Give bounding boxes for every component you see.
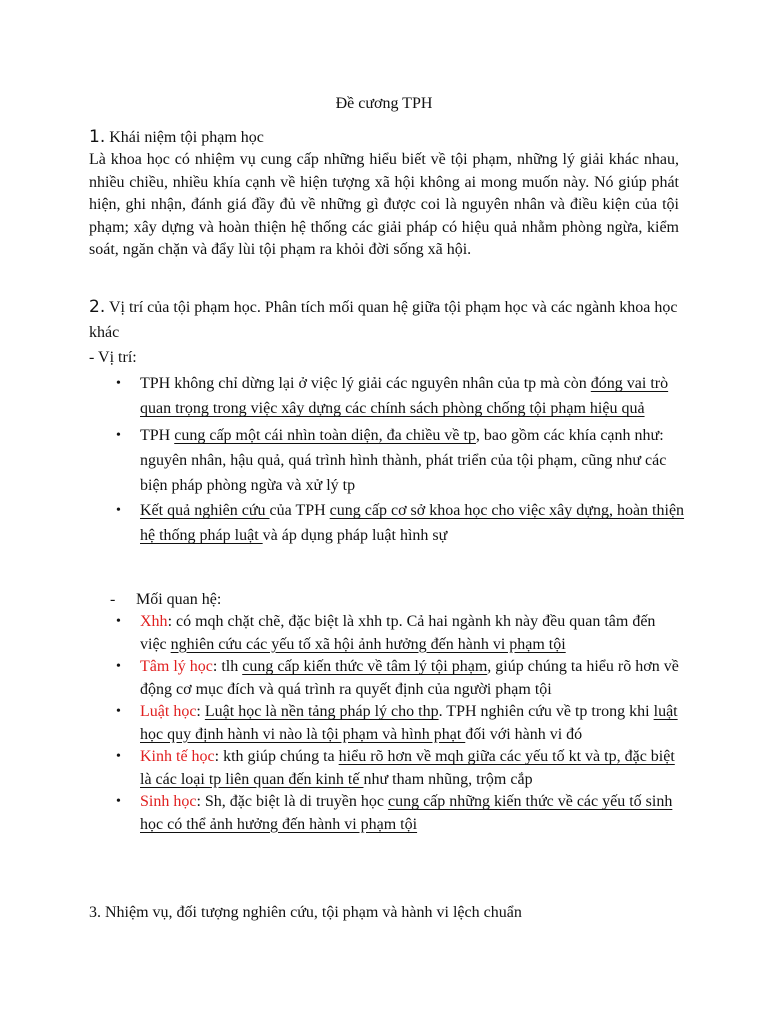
field-name: Sinh học — [140, 793, 197, 810]
document-title: Đề cương TPH — [335, 95, 433, 112]
bullet-icon: • — [116, 749, 121, 764]
bullet-icon: • — [116, 614, 121, 629]
position-label: - Vị trí: — [89, 349, 137, 366]
list-item — [116, 701, 686, 746]
list-item — [116, 656, 686, 701]
list-item-text: và áp dụng pháp luật hình sự — [262, 527, 448, 544]
list-item-underlined: Kết quả nghiên cứu — [140, 502, 270, 519]
field-name: Xhh — [140, 613, 168, 630]
section-1-heading — [89, 126, 689, 149]
section-1 — [89, 126, 689, 262]
list-item — [116, 611, 686, 656]
list-item — [116, 423, 686, 498]
list-item-text: của TPH — [269, 502, 330, 519]
bullet-icon: • — [116, 376, 121, 391]
position-list — [116, 371, 686, 548]
relation-list — [116, 611, 686, 836]
relation-dash: - — [110, 591, 116, 608]
list-item-underlined: luật học quy định hành vi nào là tội phạm và hình phạt — [140, 703, 678, 743]
section-1-body: Là khoa học có nhiệm vụ cung cấp những hiểu biết về tội phạm, những lý giải khác nhau, nhiều chiều, nhiều khía cạnh về hiện tượng xã hội không ai mong muốn này. Nó giúp phát hiện, ghi nhận, đánh giá đầy đủ về những gì được coi là nguyên nhân và điều kiện của tội phạm; xây dựng và hoàn thiện hệ thống các giải pháp có hiệu quả nhằm phòng ngừa, kiểm soát, ngăn chặn và đẩy lùi tội phạm ra khỏi đời sống xã hội. — [89, 151, 679, 258]
section-2-heading — [89, 295, 689, 345]
list-item — [116, 746, 686, 791]
list-item-underlined: cung cấp kiến thức về tâm lý tội phạm — [242, 658, 488, 675]
list-item-text: TPH không chỉ dừng lại ở việc lý giải các nguyên nhân của tp mà còn — [140, 375, 591, 392]
bullet-icon: • — [116, 704, 121, 719]
list-item-text: : có mqh chặt chẽ, đặc biệt là xhh tp. Cả hai ngành kh này đều quan tâm đến việc — [140, 613, 656, 653]
list-item-underlined: hiểu rõ hơn về mqh giữa các yếu tố kt và tp, đặc biệt là các loại tp liên quan đến kinh tế — [140, 748, 675, 788]
section-3-heading: 3. Nhiệm vụ, đối tượng nghiên cứu, tội phạm và hành vi lệch chuẩn — [89, 904, 522, 921]
list-item-text: : — [196, 703, 205, 720]
list-item — [116, 791, 686, 836]
bullet-icon: • — [116, 659, 121, 674]
list-item-text: , giúp chúng ta hiểu rõ hơn về động cơ mục đích và quá trình ra quyết định của người phạm tội — [140, 658, 679, 698]
list-item-text: : tlh — [212, 658, 243, 675]
field-name: Tâm lý học — [140, 658, 213, 675]
list-item-text: , bao gồm các khía cạnh như: nguyên nhân, hậu quả, quá trình hình thành, phát triển của tội phạm, cũng như các biện pháp phòng ngừa và xử lý tp — [140, 427, 667, 494]
field-name: Luật học — [140, 703, 197, 720]
relation-label: Mối quan hệ: — [136, 591, 222, 608]
section-2-number: 2. — [89, 297, 106, 317]
list-item-text: như tham nhũng, trộm cắp — [363, 770, 533, 788]
list-item-underlined: cung cấp một cái nhìn toàn diện, đa chiều về tp — [174, 427, 476, 444]
section-2-heading-text: Vị trí của tội phạm học. Phân tích mối quan hệ giữa tội phạm học và các ngành khoa học khác — [89, 299, 678, 341]
section-1-number: 1. — [89, 127, 106, 147]
relation-heading — [110, 589, 221, 611]
section-1-heading-text: Khái niệm tội phạm học — [105, 129, 264, 146]
bullet-icon: • — [116, 503, 121, 518]
list-item-underlined: cung cấp những kiến thức về các yếu tố sinh học có thể ảnh hưởng đến hành vi phạm tội — [140, 793, 673, 833]
list-item-text: đối với hành vi đó — [465, 725, 583, 743]
list-item — [116, 498, 686, 548]
list-item-underlined: đóng vai trò quan trọng trong việc xây dựng các chính sách phòng chống tội phạm hiệu quả — [140, 375, 669, 417]
list-item-text: . TPH nghiên cứu về tp trong khi — [438, 703, 654, 720]
list-item-text: TPH — [140, 427, 175, 444]
list-item-text: : kth giúp chúng ta — [214, 748, 339, 765]
list-item — [116, 371, 686, 421]
list-item-text: : Sh, đặc biệt là di truyền học — [196, 793, 388, 810]
bullet-icon: • — [116, 428, 121, 443]
list-item-underlined: nghiên cứu các yếu tố xã hội ảnh hưởng đến hành vi phạm tội — [170, 635, 566, 653]
list-item-underlined: cung cấp cơ sở khoa học cho việc xây dựng, hoàn thiện hệ thống pháp luật — [140, 502, 685, 544]
field-name: Kinh tế học — [140, 748, 215, 765]
bullet-icon: • — [116, 794, 121, 809]
list-item-underlined: Luật học là nền tảng pháp lý cho thp — [204, 703, 439, 720]
